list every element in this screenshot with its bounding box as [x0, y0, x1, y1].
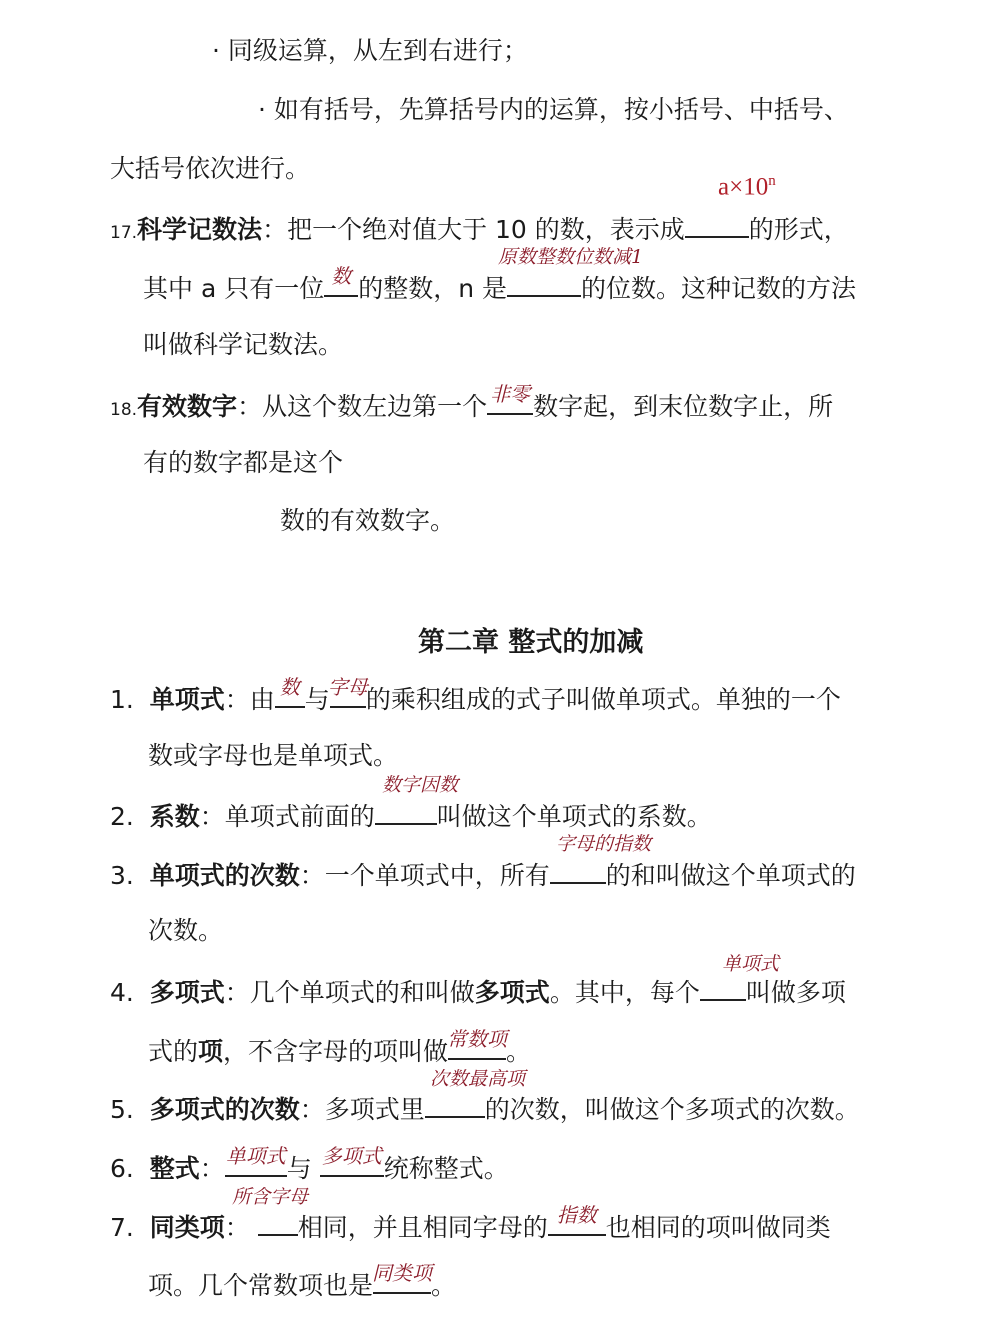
- item-18-line-1: 18.有效数字：从这个数左边第一个 非零 数字起，到末位数字止，所: [110, 382, 834, 421]
- item-4-line-2: 式的项，不含字母的项叫做 常数项 。: [148, 1027, 532, 1066]
- blank-18: 非零: [487, 387, 533, 415]
- answer-2: 数字因数: [382, 774, 459, 796]
- blank-7-a: [258, 1208, 298, 1236]
- rule-line-3: 大括号依次进行。: [110, 154, 311, 183]
- answer-17-n: 原数整数位数减1: [498, 246, 644, 268]
- answer-5: 次数最高项: [430, 1068, 526, 1090]
- item-3-line-1: 3. 单项式的次数：一个单项式中，所有 的和叫做这个单项式的: [110, 856, 856, 893]
- blank-7-c: 同类项: [373, 1266, 431, 1294]
- chapter-title: 第二章 整式的加减: [418, 627, 644, 658]
- answer-3: 字母的指数: [556, 833, 652, 855]
- blank-4-a: [700, 973, 746, 1001]
- item-1-line-1: 1. 单项式：由 数 与 字母 的乘积组成的式子叫做单项式。单独的一个: [110, 675, 841, 714]
- blank-17-digit: 数: [324, 269, 358, 297]
- item-1-line-2: 数或字母也是单项式。: [148, 741, 399, 770]
- answer-4-a: 单项式: [722, 953, 780, 975]
- item-18-line-3: 数的有效数字。: [280, 506, 456, 535]
- blank-6-a: 单项式: [225, 1149, 287, 1177]
- answer-sci-form: $a\times 10^n$: [718, 173, 776, 201]
- rule-line-1: · 同级运算，从左到右进行；: [212, 36, 528, 65]
- blank-1-a: 数: [275, 680, 305, 708]
- blank-7-b: 指数: [548, 1208, 606, 1236]
- blank-17-form: [685, 210, 749, 238]
- item-3-line-2: 次数。: [148, 916, 224, 945]
- blank-17-n: [507, 269, 581, 297]
- blank-5: [425, 1090, 485, 1118]
- item-18-line-2: 有的数字都是这个: [143, 448, 344, 477]
- answer-7-a: 所含字母: [232, 1186, 309, 1208]
- item-6: 6. 整式： 单项式 与 多项式 统称整式。: [110, 1144, 509, 1183]
- item-5: 5. 多项式的次数：多项式里 的次数，叫做这个多项式的次数。: [110, 1090, 860, 1127]
- rule-line-2: · 如有括号，先算括号内的运算，按小括号、中括号、: [258, 95, 849, 124]
- item-7-line-1: 7. 同类项： 相同，并且相同字母的 指数 也相同的项叫做同类: [110, 1203, 831, 1242]
- item-7-line-2: 项。几个常数项也是 同类项 。: [148, 1261, 457, 1300]
- blank-2: [375, 797, 437, 825]
- blank-6-b: 多项式: [320, 1149, 384, 1177]
- item-17-line-3: 叫做科学记数法。: [143, 330, 344, 359]
- blank-4-b: 常数项: [448, 1032, 506, 1060]
- blank-1-b: 字母: [330, 680, 366, 708]
- blank-3: [550, 856, 606, 884]
- item-2: 2. 系数：单项式前面的 叫做这个单项式的系数。: [110, 797, 712, 834]
- item-17-line-1: 17.科学记数法：把一个绝对值大于 10 的数，表示成 的形式，: [110, 210, 849, 250]
- item-17-line-2: 其中 a 只有一位 数 的整数，n 是 的位数。这种记数的方法: [143, 264, 857, 303]
- item-4-line-1: 4. 多项式：几个单项式的和叫做多项式。其中，每个 叫做多项: [110, 973, 846, 1010]
